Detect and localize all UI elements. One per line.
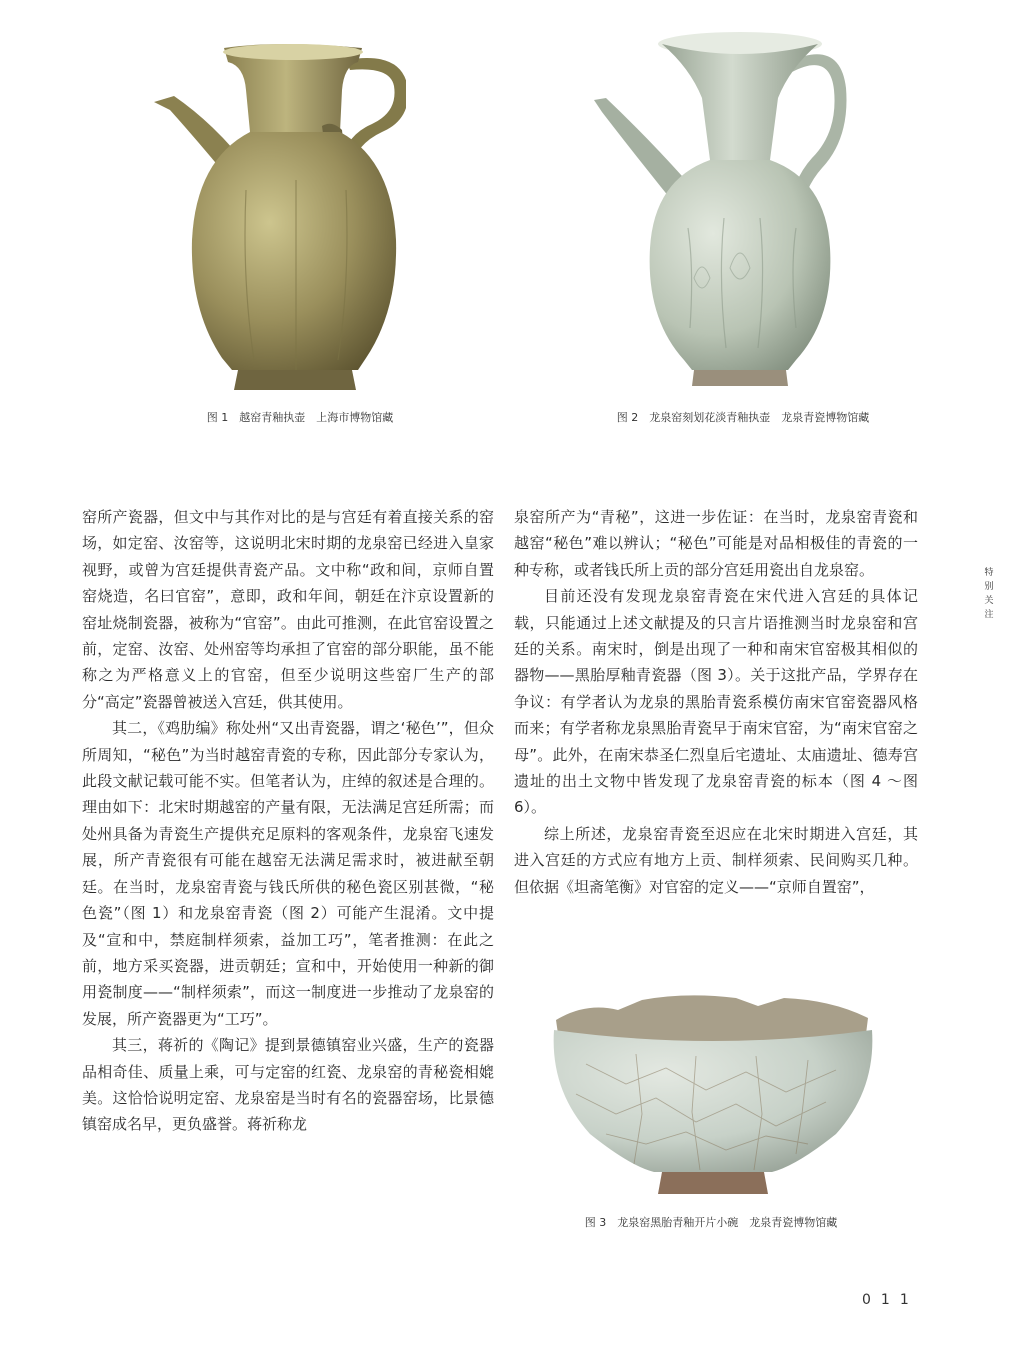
paragraph: 其三，蒋祈的《陶记》提到景德镇窑业兴盛，生产的瓷器品相奇佳、质量上乘，可与定窑的红瓷、龙泉窑的青秘瓷相媲美。这恰恰说明定窑、龙泉窑是当时有名的瓷器窑场，比景德镇窑成名早，更负盛誉。蒋祈称龙 bbox=[82, 1036, 494, 1134]
paragraph: 泉窑所产为“青秘”，这进一步佐证：在当时，龙泉窑青瓷和越窑“秘色”难以辨认；“秘色”可能是对品相极佳的青瓷的一种专称，或者钱氏所上贡的部分宫廷用瓷出自龙泉窑。 bbox=[514, 508, 918, 579]
left-column bbox=[82, 504, 494, 1138]
figure-1-caption: 图 1 越窑青釉执壶 上海市博物馆藏 bbox=[206, 411, 394, 424]
paragraph: 目前还没有发现龙泉窑青瓷在宋代进入宫廷的具体记载，只能通过上述文献提及的只言片语推测当时龙泉窑和宫廷的关系。南宋时，倒是出现了一种和南宋官窑极其相似的器物——黑胎厚釉青瓷器（图 3）。关于这批产品，学界存在争议：有学者认为龙泉的黑胎青瓷系模仿南宋官窑瓷器风格而来；有学者称龙泉黑胎青瓷早于南宋官窑，为“南宋官窑之母”。此外，在南宋恭圣仁烈皇后宅遗址、太庙遗址、德寿宫遗址的出土文物中皆发现了龙泉窑青瓷的标本（图 4 ～图 6）。 bbox=[514, 587, 918, 817]
figure-1-yue-ewer-image bbox=[146, 40, 406, 395]
section-tag bbox=[983, 566, 995, 622]
right-column bbox=[514, 504, 918, 900]
paragraph: 综上所述，龙泉窑青瓷至迟应在北宋时期进入宫廷，其进入宫廷的方式应有地方上贡、制样须索、民间购买几种。但依据《坦斋笔衡》对官窑的定义——“京师自置窑”， bbox=[514, 824, 918, 896]
paragraph: 其二，《鸡肋编》称处州“又出青瓷器，谓之‘秘色’”，但众所周知，“秘色”为当时越窑青瓷的专称，因此部分专家认为，此段文献记载可能不实。但笔者认为，庄绰的叙述是合理的。理由如下：北宋时期越窑的产量有限，无法满足宫廷所需；而处州具备为青瓷生产提供充足原料的客观条件，龙泉窑飞速发展，所产青瓷很有可能在越窑无法满足需求时，被进献至朝廷。在当时，龙泉窑青瓷与钱氏所供的秘色瓷区别甚微，“秘色瓷”（图 1）和龙泉窑青瓷（图 2）可能产生混淆。文中提及“宣和中，禁庭制样须索，益加工巧”，笔者推测：在此之前，地方采买瓷器，进贡朝廷；宣和中，开始使用一种新的御用瓷制度——“制样须索”，而这一制度进一步推动了龙泉窑的发展，所产瓷器更为“工巧”。 bbox=[82, 719, 494, 1028]
section-tag-char: 注 bbox=[984, 610, 994, 620]
figure-3-crackle-bowl-image bbox=[546, 994, 880, 1198]
figure-2-caption: 图 2 龙泉窑刻划花淡青釉执壶 龙泉青瓷博物馆藏 bbox=[616, 411, 870, 424]
page-number: 011 bbox=[862, 1292, 919, 1308]
figure-2-longquan-ewer-image bbox=[590, 28, 870, 390]
figure-3-caption: 图 3 龙泉窑黑胎青釉开片小碗 龙泉青瓷博物馆藏 bbox=[584, 1216, 838, 1229]
paragraph: 窑所产瓷器，但文中与其作对比的是与宫廷有着直接关系的窑场，如定窑、汝窑等，这说明北宋时期的龙泉窑已经进入皇家视野，或曾为宫廷提供青瓷产品。文中称“政和间，京师自置窑烧造，名曰官窑”，意即，政和年间，朝廷在汴京设置新的窑址烧制瓷器，被称为“官窑”。由此可推测，在此官窑设置之前，定窑、汝窑、处州窑等均承担了官窑的部分职能，虽不能称之为严格意义上的官窑，但至少说明这些窑厂生产的部分“高定”瓷器曾被送入宫廷，供其使用。 bbox=[82, 508, 494, 711]
section-tag-char: 关 bbox=[984, 596, 994, 606]
section-tag-char: 别 bbox=[984, 582, 994, 592]
section-tag-char: 特 bbox=[984, 568, 994, 578]
